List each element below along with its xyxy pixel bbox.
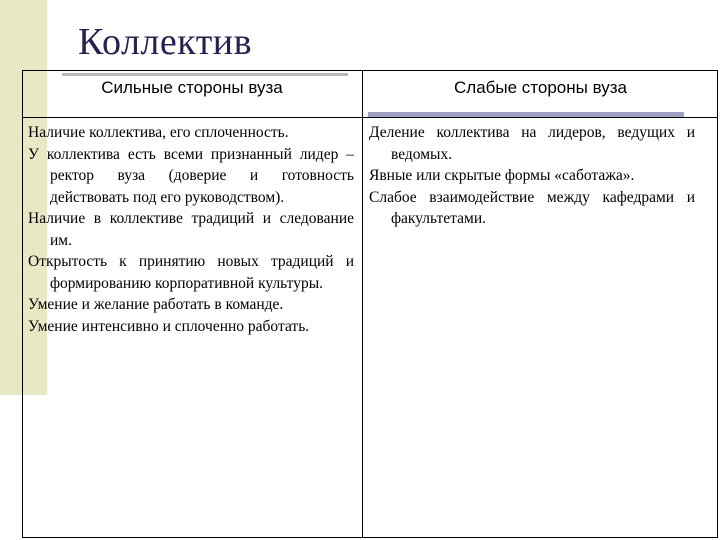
weaknesses-column <box>369 122 695 230</box>
weakness-item: Деление коллектива на лидеров, ведущих и ведомых. <box>369 124 695 163</box>
strength-item: Умение и желание работать в команде. <box>28 296 284 313</box>
strength-item: У коллектива есть всеми признанный лидер – ректор вуза (доверие и готовность действовать под его руководством). <box>28 145 354 206</box>
weakness-item: Слабое взаимодействие между кафедрами и факультетами. <box>369 188 695 227</box>
strength-item: Наличие коллектива, его сплоченность. <box>28 124 289 141</box>
header-weaknesses: Слабые стороны вуза <box>454 78 627 97</box>
table-header-divider <box>22 117 718 118</box>
table-column-divider <box>362 70 363 538</box>
strengths-column <box>28 122 354 337</box>
weakness-item: Явные или скрытые формы «саботажа». <box>369 167 635 184</box>
strength-item: Наличие в коллективе традиций и следование им. <box>28 210 354 249</box>
slide-title: Коллектив <box>78 21 253 63</box>
strength-item: Открытость к принятию новых традиций и формированию корпоративной культуры. <box>28 253 354 292</box>
header-strengths: Сильные стороны вуза <box>101 78 283 97</box>
strength-item: Умение интенсивно и сплоченно работать. <box>28 317 310 335</box>
